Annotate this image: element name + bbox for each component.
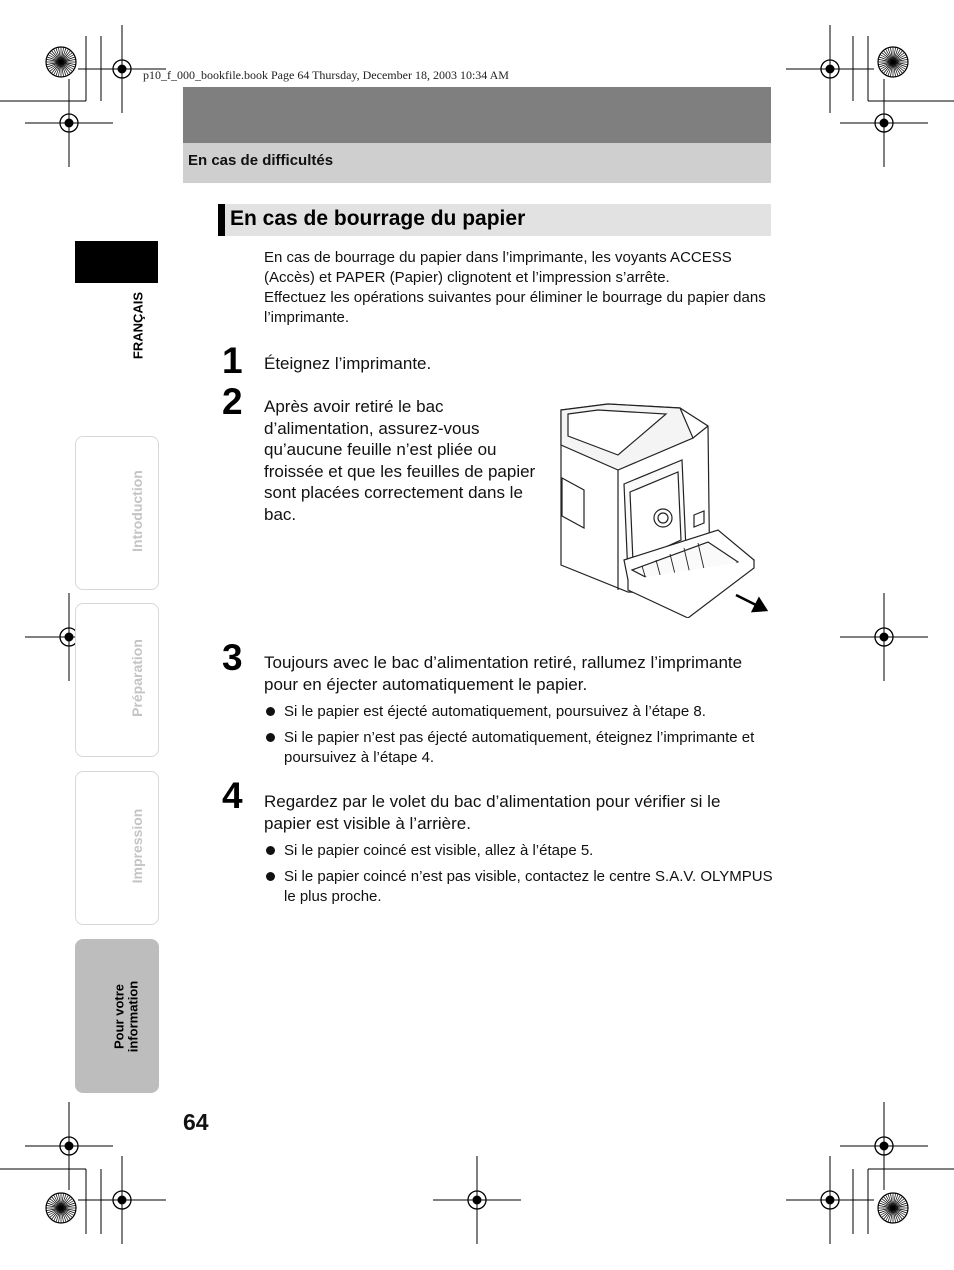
heading-accent: [218, 204, 225, 236]
bullet-icon: [266, 872, 275, 881]
intro-line-1: En cas de bourrage du papier dans l’imprimante, les voyants ACCESS (Accès) et PAPER (Papier) clignotent et l’impression s’arrête.: [264, 249, 732, 286]
crosshair-icon: [25, 79, 113, 167]
intro-line-2: Effectuez les opérations suivantes pour éliminer le bourrage du papier dans l’imprimante.: [264, 289, 766, 326]
bullet-icon: [266, 707, 275, 716]
section-label: En cas de difficultés: [188, 152, 334, 169]
list-item: [264, 841, 774, 861]
page-title: En cas de bourrage du papier: [230, 207, 526, 230]
language-label: [100, 291, 176, 360]
list-item: [264, 728, 774, 768]
crosshair-icon: [25, 1102, 113, 1190]
crosshair-icon: [840, 79, 928, 167]
step-3-bullets: [264, 702, 774, 774]
step-3-text: Toujours avec le bac d’alimentation retiré, rallumez l’imprimante pour en éjecter automatiquement le papier.: [264, 653, 743, 694]
step-1-text: Éteignez l’imprimante.: [264, 354, 432, 373]
step-4-bullets: [264, 841, 774, 913]
tab-impression-label: Impression: [129, 808, 145, 884]
tab-preparation-label: Préparation: [129, 639, 145, 717]
step-2-number: 2: [222, 381, 243, 422]
tab-preparation[interactable]: [75, 603, 159, 757]
bullet-icon: [266, 846, 275, 855]
list-item-text: Si le papier est éjecté automatiquement, poursuivez à l’étape 8.: [284, 703, 706, 720]
crosshair-icon: [786, 25, 874, 113]
starburst-icon: [878, 47, 908, 77]
tab-info-label-line-2: information: [125, 980, 141, 1053]
crosshair-icon: [840, 593, 928, 681]
step-4-number: 4: [222, 775, 243, 816]
language-label-text: FRANÇAIS: [130, 291, 146, 360]
language-tab-marker: [75, 241, 158, 283]
starburst-icon: [46, 47, 76, 77]
tab-pour-votre-information[interactable]: [75, 939, 159, 1093]
crosshair-icon: [840, 1102, 928, 1190]
step-1-number: 1: [222, 340, 243, 381]
list-item-text: Si le papier coincé est visible, allez à l’étape 5.: [284, 842, 594, 859]
step-3-number: 3: [222, 637, 243, 678]
crosshair-icon: [78, 1156, 166, 1244]
tab-introduction[interactable]: [75, 436, 159, 590]
tab-introduction-label: Introduction: [129, 470, 145, 552]
tab-info-label-line-1: Pour votre: [111, 984, 127, 1050]
file-info: p10_f_000_bookfile.book Page 64 Thursday, December 18, 2003 10:34 AM: [143, 68, 509, 82]
crosshair-icon: [786, 1156, 874, 1244]
bullet-icon: [266, 733, 275, 742]
list-item: [264, 867, 774, 907]
list-item-text: Si le papier n’est pas éjecté automatiquement, éteignez l’imprimante et poursuivez à l’étape 4.: [284, 729, 755, 766]
tab-impression[interactable]: [75, 771, 159, 925]
intro-paragraph: [264, 248, 774, 328]
crosshair-icon: [433, 1156, 521, 1244]
step-2-text: Après avoir retiré le bac d’alimentation, assurez-vous qu’aucune feuille n’est pliée ou froissée et que les feuilles de papier sont placées correctement dans le bac.: [264, 397, 536, 524]
starburst-icon: [46, 1193, 76, 1223]
starburst-icon: [878, 1193, 908, 1223]
step-4-text: Regardez par le volet du bac d’alimentation pour vérifier si le papier est visible à l’arrière.: [264, 792, 721, 833]
page-number: 64: [183, 1109, 209, 1135]
list-item: [264, 702, 774, 722]
header-band: [183, 87, 771, 143]
printer-illustration: [558, 400, 774, 618]
list-item-text: Si le papier coincé n’est pas visible, contactez le centre S.A.V. OLYMPUS le plus proche.: [284, 868, 773, 905]
